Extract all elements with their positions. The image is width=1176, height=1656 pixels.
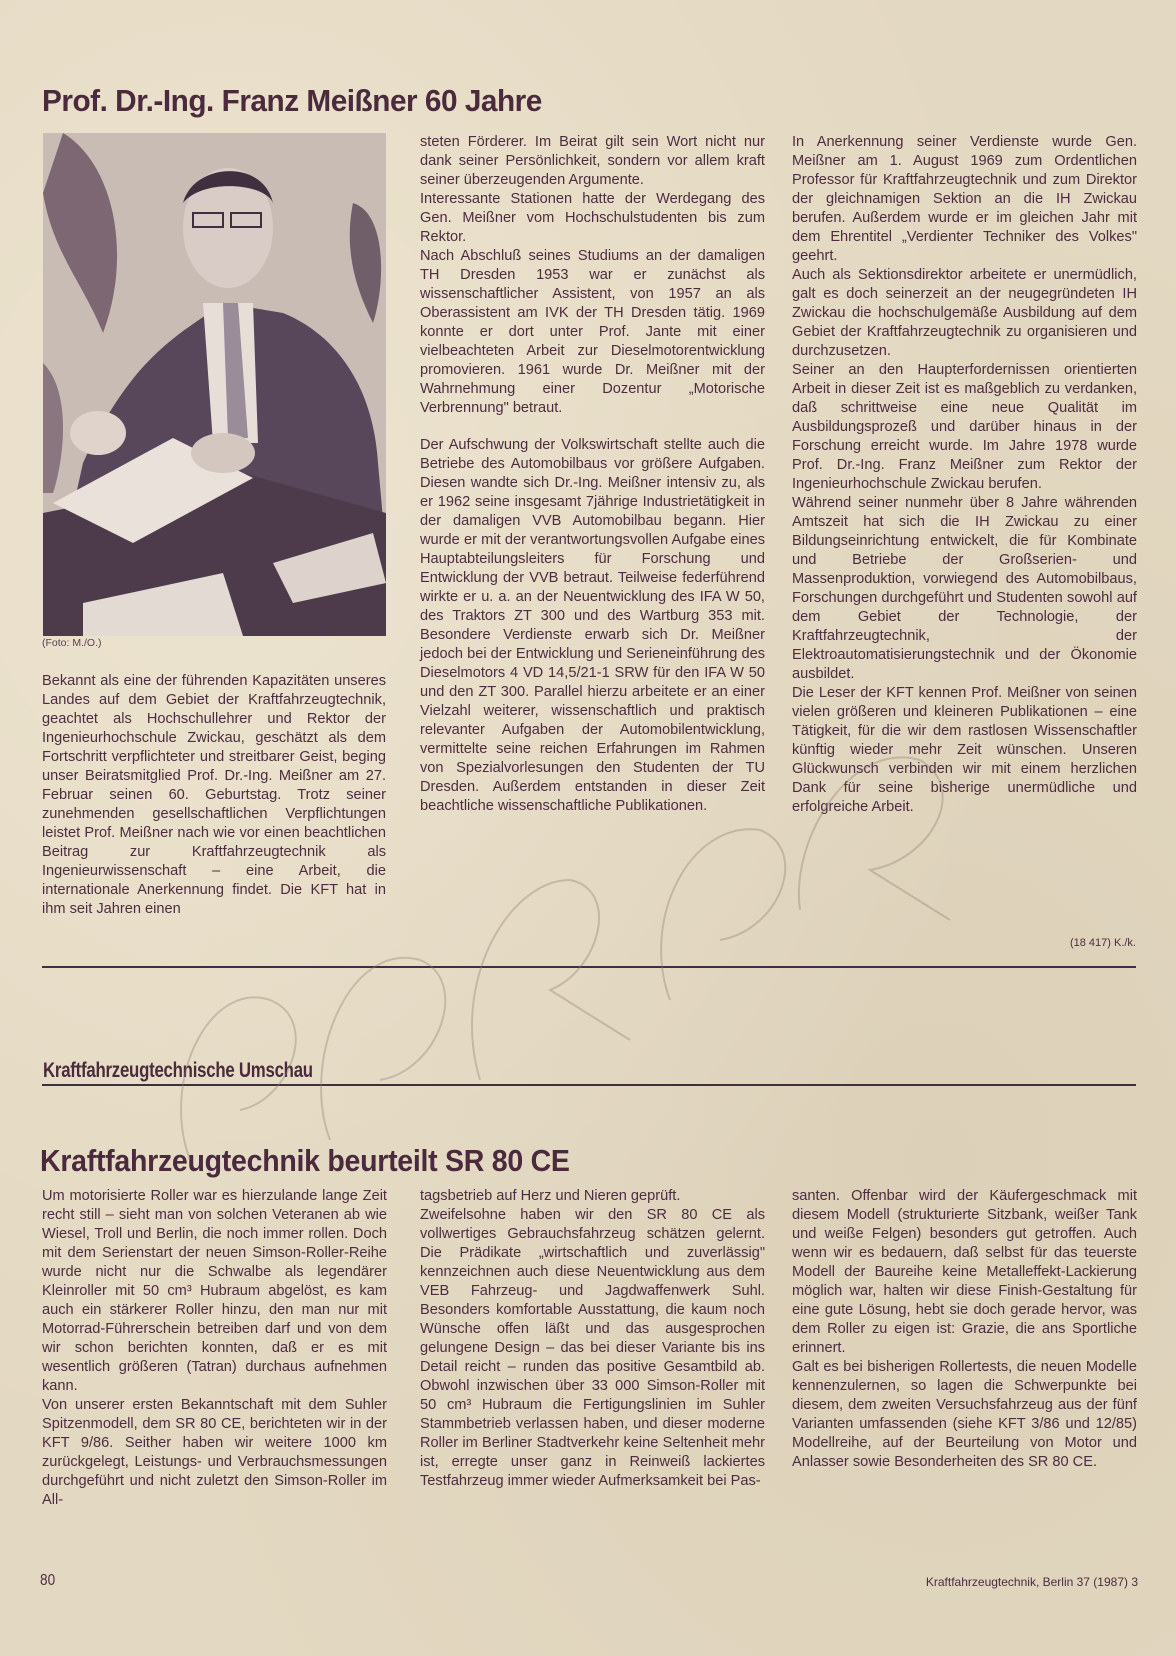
article-signoff: (18 417) K./k. (1069, 937, 1136, 949)
article1-column-1 (42, 672, 386, 919)
paragraph: Seiner an den Haupterfordernissen orientierten Arbeit in dieser Zeit ist es maßgeblich zu verdanken, daß schrittweise eine neue Qualität im Ausbildungsprozeß und darüber hinaus in der Forschung erreicht wurde. Im Jahre 1978 wurde Prof. Dr.-Ing. Franz Meißner zum Rektor der Ingenieurhochschule Zwickau berufen. (792, 362, 1137, 492)
paragraph: Während seiner nunmehr über 8 Jahre währenden Amtszeit hat sich die IH Zwickau zu einer Bildungseinrichtung entwickelt, die für Kombinate und Betriebe der Großserien- und Massenproduktion, vorwiegend des Automobilbaus, Forschungen durchgeführt und Studenten sowohl auf dem Gebiet der Technologie, der Kraftfahrzeugtechnik, der Elektroautomatisierungstechnik und der Ökonomie ausbildet. (792, 495, 1137, 682)
portrait-photo (43, 133, 386, 636)
paragraph: santen. Offenbar wird der Käufergeschmack mit diesem Modell (strukturierte Sitzbank, weißer Tank und weiße Felgen) besonders gut getroffen. Auch wenn wir es bedauern, daß selbst für das teuerste Modell der Baureihe keine Metalleffekt-Lackierung möglich war, halten wir diese Finish-Gestaltung für eine gute Lösung, hebt sie doch gerade hervor, was dem Roller zu eigen ist: Grazie, die ans Sportliche erinnert. (792, 1188, 1137, 1356)
section-divider (42, 966, 1136, 968)
section-heading-rule (42, 1084, 1136, 1086)
article2-column-2 (420, 1187, 765, 1491)
paragraph: Um motorisierte Roller war es hierzulande lange Zeit recht still – sieht man von solchen Veteranen ab wie Wiesel, Troll und Berlin, die noch immer rollen. Doch mit dem Serienstart der neuen Simson-Roller-Reihe wurde nicht nur die Schwalbe als legendärer Kleinroller mit 50 cm³ Hubraum abgelöst, es kam auch ein stärkerer Roller hinzu, den man nur mit Motorrad-Führerschein betreiben darf und von dem wir schon berichten konnten, daß er es mit wesentlich größeren (Tatran) durchaus aufnehmen kann. (42, 1188, 387, 1394)
page-number: 80 (40, 1572, 56, 1589)
article2-column-3 (792, 1187, 1137, 1472)
paragraph: Die Leser der KFT kennen Prof. Meißner von seinen vielen größeren und kleineren Publikationen – eine Tätigkeit, für die wir dem rastlosen Wissenschaftler künftig wieder mehr Zeit wünschen. Unseren Glückwunsch verbinden wir mit einem herzlichen Dank für seine bisherige unermüdliche und erfolgreiche Arbeit. (792, 685, 1137, 815)
paragraph: Interessante Stationen hatte der Werdegang des Gen. Meißner vom Hochschulstudenten bis zum Rektor. (420, 191, 765, 245)
paragraph: tagsbetrieb auf Herz und Nieren geprüft. (420, 1188, 681, 1204)
paragraph: Galt es bei bisherigen Rollertests, die neuen Modelle kennenzulernen, so lagen die Schwerpunkte bei diesem, dem zweiten Versuchsfahrzeug aus der fünf Varianten umfassenden (siehe KFT 3/86 und 12/85) Modellreihe, auf der Beurteilung von Motor und Anlasser sowie Besonderheiten des SR 80 CE. (792, 1359, 1137, 1470)
section-heading: Kraftfahrzeugtechnische Umschau (43, 1059, 313, 1083)
paragraph: Auch als Sektionsdirektor arbeitete er unermüdlich, galt es doch seinerzeit an der neugegründeten IH Zwickau die hochschulgemäße Ausbildung auf dem Gebiet der Kraftfahrzeugtechnik zu organisieren und durchzusetzen. (792, 267, 1137, 359)
paragraph: Von unserer ersten Bekanntschaft mit dem Suhler Spitzenmodell, dem SR 80 CE, berichteten wir in der KFT 9/86. Seither haben wir weitere 1000 km zurückgelegt, Leistungs- und Verbrauchsmessungen durchgeführt und nicht zuletzt den Simson-Roller im All- (42, 1397, 387, 1508)
article-title: Kraftfahrzeugtechnik beurteilt SR 80 CE (40, 1142, 570, 1178)
paragraph: Bekannt als eine der führenden Kapazitäten unseres Landes auf dem Gebiet der Kraftfahrzeugtechnik, geachtet als Hochschullehrer und Rektor der Ingenieurhochschule Zwickau, geschätzt als dem Fortschritt verpflichteter und streitbarer Geist, beging unser Beiratsmitglied Prof. Dr.-Ing. Meißner am 27. Februar seinen 60. Geburtstag. Trotz seiner zunehmenden gesellschaftlichen Verpflichtungen leistet Prof. Meißner nach wie vor einen beachtlichen Beitrag zur Kraftfahrzeugtechnik als Ingenieurwissenschaft – eine Arbeit, die internationale Anerkennung findet. Die KFT hat in ihm seit Jahren einen (42, 673, 386, 917)
paragraph: steten Förderer. Im Beirat gilt sein Wort nicht nur dank seiner Persönlichkeit, sondern vor allem kraft seiner überzeugenden Argumente. (420, 134, 765, 188)
article-title: Prof. Dr.-Ing. Franz Meißner 60 Jahre (42, 82, 542, 118)
article1-column-2 (420, 133, 765, 816)
article2-column-1 (42, 1187, 387, 1510)
paragraph: Zweifelsohne haben wir den SR 80 CE als vollwertiges Gebrauchsfahrzeug schätzen gelernt. Die Prädikate „wirtschaftlich und zuverlässig" kennzeichnen auch diese Neuentwicklung aus dem VEB Fahrzeug- und Jagdwaffenwerk Suhl. Besonders komfortable Ausstattung, die kaum noch Wünsche offen läßt und das ausgesprochen gelungene Design – das bei dieser Variante bis ins Detail reicht – runden das positive Gesamtbild ab. Obwohl inzwischen über 33 000 Simson-Roller mit 50 cm³ Hubraum die Fertigungslinien im Suhler Stammbetrieb verlassen haben, und dieser moderne Roller im Berliner Stadtverkehr keine Seltenheit mehr ist, erregte unser ganz in Reinweiß lackiertes Testfahrzeug immer wieder Aufmerksamkeit bei Pas- (420, 1207, 765, 1489)
publication-info: Kraftfahrzeugtechnik, Berlin 37 (1987) 3 (925, 1575, 1138, 1589)
paragraph: Nach Abschluß seines Studiums an der damaligen TH Dresden 1953 war er zunächst als wissenschaftlicher Assistent, von 1957 an als Oberassistent am IVK der TH Dresden tätig. 1969 konnte er dort unter Prof. Jante mit einer vielbeachteten Arbeit zur Dieselmotorentwicklung promovieren. 1961 wurde Dr. Meißner mit der Wahrnehmung einer Dozentur „Motorische Verbrennung" betraut. (420, 248, 765, 416)
photo-caption: (Foto: M./O.) (42, 637, 102, 649)
paragraph: In Anerkennung seiner Verdienste wurde Gen. Meißner am 1. August 1969 zum Ordentlichen Professor für Kraftfahrzeugtechnik und zum Direktor der gleichnamigen Sektion an die IH Zwickau berufen. Außerdem wurde er im gleichen Jahr mit dem Ehrentitel „Verdienter Techniker des Volkes" geehrt. (792, 134, 1137, 264)
article1-column-3 (792, 133, 1137, 817)
paragraph: Der Aufschwung der Volkswirtschaft stellte auch die Betriebe des Automobilbaus vor größere Aufgaben. Diesen wandte sich Dr.-Ing. Meißner intensiv zu, als er 1962 seine insgesamt 7jährige Industrietätigkeit in der damaligen VVB Automobilbau begann. Hier wurde er mit der verantwortungsvollen Aufgabe eines Hauptabteilungsleiters für Forschung und Entwicklung der VVB betraut. Teilweise federführend wirkte er u. a. an der Neuentwicklung des IFA W 50, des Traktors ZT 300 und des Wartburg 353 mit. Besondere Verdienste erwarb sich Dr. Meißner jedoch bei der Entwicklung und Serieneinführung des Dieselmotors 4 VD 14,5/21-1 SRW für den IFA W 50 und den ZT 300. Parallel hierzu arbeitete er an einer Vielzahl weiterer, wissenschaftlich und praktisch relevanter Aufgaben der Automobilentwicklung, vermittelte seine reichen Erfahrungen im Rahmen von Spezialvorlesungen den Studenten der TU Dresden. Außerdem entstanden in dieser Zeit beachtliche wissenschaftliche Publikationen. (420, 437, 765, 814)
